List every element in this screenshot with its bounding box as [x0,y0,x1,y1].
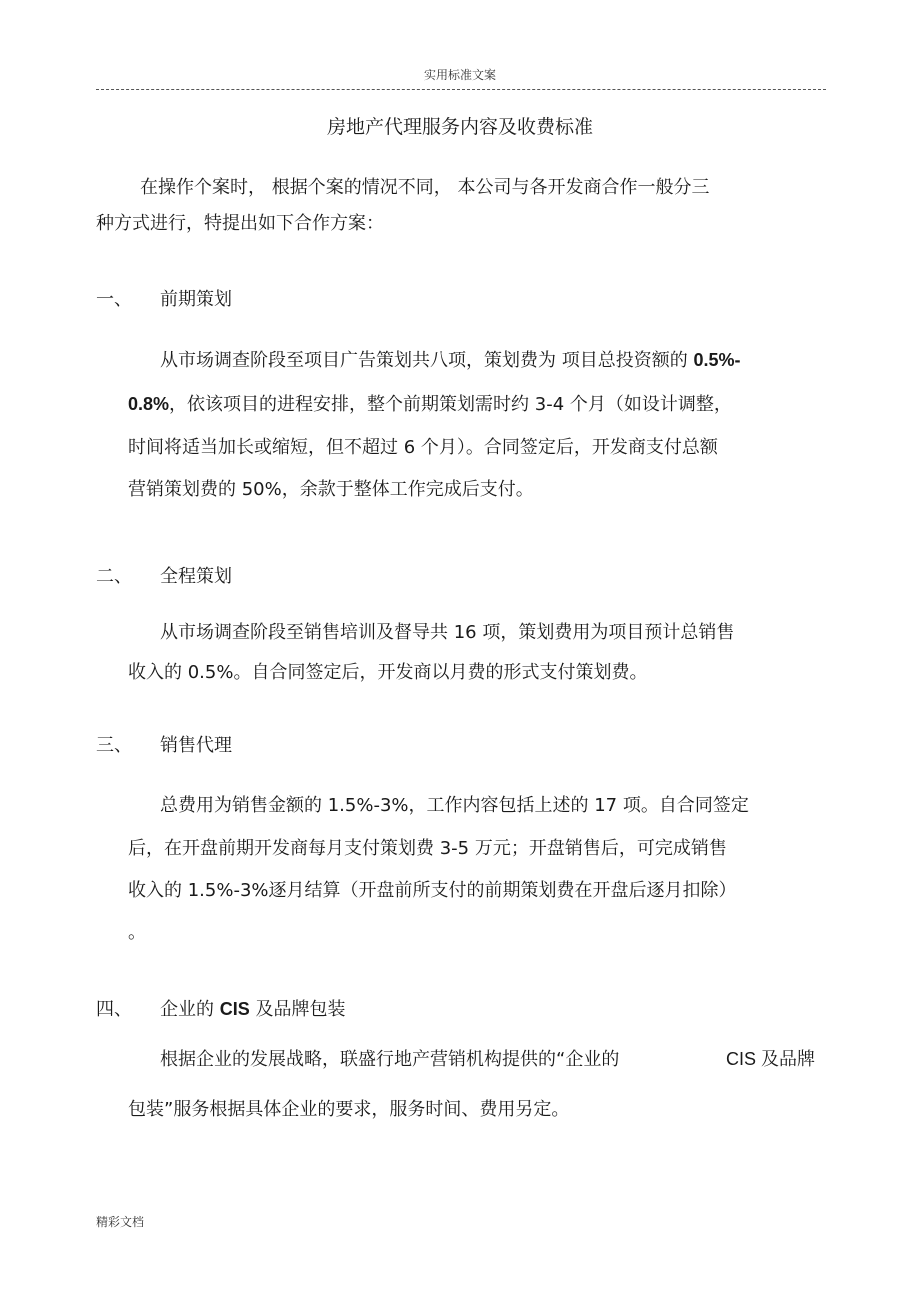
section-1-title: 前期策划 [160,289,232,310]
section-4-line-1-b: CIS 及品牌 [726,1049,816,1069]
section-2-line-1: 从市场调查阶段至销售培训及督导共 16 项，策划费用为项目预计总销售 [160,622,735,643]
intro-line-1: 在操作个案时， 根据个案的情况不同， 本公司与各开发商合作一般分三 [140,177,710,198]
section-1-number: 一、 [96,289,132,310]
header-divider [96,89,826,90]
section-3-title: 销售代理 [160,735,232,756]
section-3-line-2: 后，在开盘前期开发商每月支付策划费 3-5 万元；开盘销售后，可完成销售 [128,838,727,859]
section-4-title: 企业的 CIS 及品牌包装 [160,999,346,1020]
intro-line-2: 种方式进行，特提出如下合作方案： [96,213,384,234]
section-3-line-1: 总费用为销售金额的 1.5%-3%，工作内容包括上述的 17 项。自合同签定 [160,795,749,816]
section-1-line-1: 从市场调查阶段至项目广告策划共八项，策划费为 项目总投资额的 0.5%- [160,350,741,371]
section-4-number: 四、 [96,999,132,1020]
section-2-number: 二、 [96,566,132,587]
section-3-line-3: 收入的 1.5%-3%逐月结算（开盘前所支付的前期策划费在开盘后逐月扣除） [128,880,737,901]
section-4-line-1-a: 根据企业的发展战略，联盛行地产营销机构提供的“企业的 [160,1049,620,1070]
section-1-line-3: 时间将适当加长或缩短，但不超过 6 个月）。合同签定后，开发商支付总额 [128,437,718,458]
section-3-number: 三、 [96,735,132,756]
page-header: 实用标准文案 [423,68,496,82]
section-2-title: 全程策划 [160,566,232,587]
section-4-line-2: 包装”服务根据具体企业的要求，服务时间、费用另定。 [128,1099,570,1120]
page-footer: 精彩文档 [96,1215,145,1229]
section-1-line-4: 营销策划费的 50%，余款于整体工作完成后支付。 [128,479,534,500]
section-3-line-4: 。 [128,922,146,943]
section-1-line-2: 0.8%，依该项目的进程安排，整个前期策划需时约 3-4 个月（如设计调整， [128,394,732,415]
section-2-line-2: 收入的 0.5%。自合同签定后，开发商以月费的形式支付策划费。 [128,662,648,683]
document-title: 房地产代理服务内容及收费标准 [326,116,593,138]
